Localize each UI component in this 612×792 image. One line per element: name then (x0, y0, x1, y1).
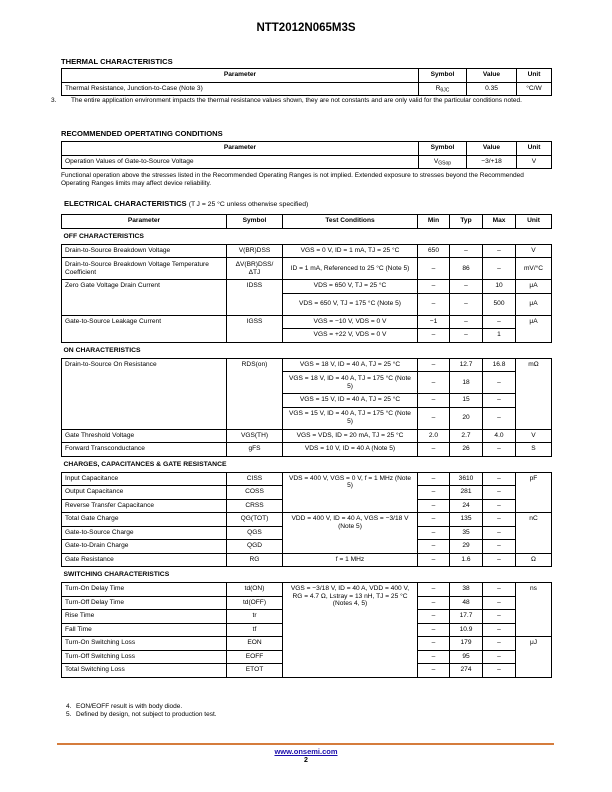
cell-parameter: Forward Transconductance (62, 443, 227, 457)
cell-symbol: RG (227, 553, 283, 567)
cell-typ: 135 (450, 513, 483, 527)
cell-unit: μA (516, 293, 552, 315)
cell-max: – (483, 372, 516, 394)
cell-typ: 179 (450, 637, 483, 651)
cell-max: 4.0 (483, 429, 516, 443)
table-row (62, 258, 552, 280)
cell-min: – (418, 293, 450, 315)
recommended-note: Functional operation above the stresses listed in the Recommended Operating Ranges is not implied. Extended exposure to stresses beyond the Recommended Operating Ranges limits may affect device reliability. (61, 172, 524, 187)
cell-parameter: Zero Gate Voltage Drain Current (62, 280, 227, 316)
cell-parameter: Turn-Off Switching Loss (62, 650, 227, 664)
cell-typ: 35 (450, 526, 483, 540)
col-max: Max (483, 215, 516, 229)
cell-max: – (483, 258, 516, 280)
cell-conditions: VDS = 400 V, VGS = 0 V, f = 1 MHz (Note 5) (283, 472, 418, 513)
cell-symbol: IDSS (227, 280, 283, 316)
cell-typ: 95 (450, 650, 483, 664)
cell-unit: μA (516, 315, 552, 342)
cell-typ: 3610 (450, 472, 483, 486)
cell-conditions: VGS = 0 V, ID = 1 mA, TJ = 25 °C (283, 244, 418, 258)
cell-unit: ns (516, 583, 552, 637)
cell-min: – (418, 486, 450, 500)
cell-conditions: VDS = 650 V, TJ = 175 °C (Note 5) (283, 293, 418, 315)
table-header-row (62, 215, 552, 229)
table-row (62, 244, 552, 258)
cell-max: – (483, 540, 516, 554)
cell-conditions: VGS = 18 V, ID = 40 A, TJ = 175 °C (Note 5) (283, 372, 418, 394)
cell-max: – (483, 315, 516, 329)
table-row (62, 82, 552, 96)
cell-min: 2.0 (418, 429, 450, 443)
col-value: Value (467, 69, 517, 83)
col-symbol: Symbol (419, 69, 467, 83)
cell-symbol: VGS(TH) (227, 429, 283, 443)
cell-parameter: Turn-Off Delay Time (62, 596, 227, 610)
cell-min: – (418, 407, 450, 429)
cell-unit: mΩ (516, 358, 552, 429)
cell-conditions: VGS = −10 V, VDS = 0 V (283, 315, 418, 329)
cell-conditions: VGS = 18 V, ID = 40 A, TJ = 25 °C (283, 358, 418, 372)
cell-unit: μJ (516, 637, 552, 678)
cell-min: – (418, 372, 450, 394)
page-number: 2 (304, 757, 308, 764)
group-charges: CHARGES, CAPACITANCES & GATE RESISTANCE (63, 460, 227, 468)
thermal-table (61, 68, 552, 96)
col-min: Min (418, 215, 450, 229)
col-value: Value (467, 142, 517, 156)
cell-parameter: Drain-to-Source Breakdown Voltage Temperature Coefficient (62, 258, 227, 280)
col-unit: Unit (516, 215, 552, 229)
cell-symbol: ETOT (227, 664, 283, 678)
cell-conditions: VGS = 15 V, ID = 40 A, TJ = 175 °C (Note 5) (283, 407, 418, 429)
cell-parameter: Gate Threshold Voltage (62, 429, 227, 443)
table-header-row (62, 142, 552, 156)
cell-conditions: ID = 1 mA, Referenced to 25 °C (Note 5) (283, 258, 418, 280)
cell-symbol: QGS (227, 526, 283, 540)
cell-typ: 15 (450, 394, 483, 408)
col-typ: Typ (450, 215, 483, 229)
cell-unit: Ω (516, 553, 552, 567)
cell-typ: – (450, 315, 483, 329)
cell-max: – (483, 650, 516, 664)
cell-max: – (483, 553, 516, 567)
cell-parameter: Gate-to-Drain Charge (62, 540, 227, 554)
cell-min: – (418, 623, 450, 637)
cell-symbol: ΔV(BR)DSS/ΔTJ (227, 258, 283, 280)
cell-symbol: td(OFF) (227, 596, 283, 610)
cell-typ: 20 (450, 407, 483, 429)
cell-parameter: Drain-to-Source On Resistance (62, 358, 227, 429)
cell-unit: μA (516, 280, 552, 294)
cell-unit: mV/°C (516, 258, 552, 280)
group-on: ON CHARACTERISTICS (63, 346, 141, 354)
cell-min: 650 (418, 244, 450, 258)
cell-symbol: V(BR)DSS (227, 244, 283, 258)
col-parameter: Parameter (62, 142, 419, 156)
table-header-row (62, 69, 552, 83)
cell-min: – (418, 553, 450, 567)
cell-parameter: Input Capacitance (62, 472, 227, 486)
col-parameter: Parameter (62, 69, 419, 83)
cell-max: – (483, 443, 516, 457)
cell-value: −3/+18 (467, 155, 517, 169)
col-test-conditions: Test Conditions (283, 215, 418, 229)
cell-typ: 281 (450, 486, 483, 500)
cell-min: – (418, 513, 450, 527)
cell-typ: 274 (450, 664, 483, 678)
cell-symbol: IGSS (227, 315, 283, 342)
cell-symbol: EOFF (227, 650, 283, 664)
cell-conditions: VDS = 10 V, ID = 40 A (Note 5) (283, 443, 418, 457)
cell-min: – (418, 583, 450, 597)
cell-max: 10 (483, 280, 516, 294)
col-symbol: Symbol (227, 215, 283, 229)
cell-max: – (483, 623, 516, 637)
cell-parameter: Gate-to-Source Charge (62, 526, 227, 540)
cell-parameter: Reverse Transfer Capacitance (62, 499, 227, 513)
cell-max: – (483, 610, 516, 624)
cell-min: – (418, 443, 450, 457)
cell-typ: – (450, 280, 483, 294)
electrical-notes: 4. EON/EOFF result is with body diode. 5. Defined by design, not subject to production test. (66, 703, 217, 718)
cell-symbol: tr (227, 610, 283, 624)
cell-typ: 17.7 (450, 610, 483, 624)
cell-conditions: VDS = 650 V, TJ = 25 °C (283, 280, 418, 294)
col-symbol: Symbol (419, 142, 467, 156)
cell-conditions: VGS = VDS, ID = 20 mA, TJ = 25 °C (283, 429, 418, 443)
group-switching: SWITCHING CHARACTERISTICS (63, 571, 170, 579)
cell-max: – (483, 244, 516, 258)
cell-max: – (483, 486, 516, 500)
cell-typ: 38 (450, 583, 483, 597)
cell-min: – (418, 280, 450, 294)
cell-min: – (418, 664, 450, 678)
cell-parameter: Fall Time (62, 623, 227, 637)
cell-symbol: $R_{\theta JC}$ (419, 82, 467, 96)
cell-symbol: td(ON) (227, 583, 283, 597)
cell-max: 1 (483, 329, 516, 343)
cell-parameter: Rise Time (62, 610, 227, 624)
cell-symbol: QGD (227, 540, 283, 554)
cell-typ: 48 (450, 596, 483, 610)
table-row (62, 429, 552, 443)
cell-min: – (418, 610, 450, 624)
col-unit: Unit (517, 142, 552, 156)
table-row (62, 443, 552, 457)
cell-parameter: Operation Values of Gate-to-Source Voltage (62, 155, 419, 169)
table-row (62, 315, 552, 329)
cell-max: – (483, 664, 516, 678)
table-row (62, 472, 552, 486)
cell-min: – (418, 650, 450, 664)
document-title: NTT2012N065M3S (256, 22, 356, 34)
cell-symbol: QG(TOT) (227, 513, 283, 527)
cell-max: 16.8 (483, 358, 516, 372)
cell-max: – (483, 513, 516, 527)
electrical-heading: ELECTRICAL CHARACTERISTICS (T J = 25 °C unless otherwise specified) (64, 199, 309, 208)
cell-unit: V (516, 429, 552, 443)
cell-parameter: Total Switching Loss (62, 664, 227, 678)
cell-unit: pF (516, 472, 552, 513)
cell-max: – (483, 526, 516, 540)
cell-typ: – (450, 293, 483, 315)
cell-symbol: CISS (227, 472, 283, 486)
cell-max: 500 (483, 293, 516, 315)
cell-parameter: Gate Resistance (62, 553, 227, 567)
cell-parameter: Thermal Resistance, Junction-to-Case (Note 3) (62, 82, 419, 96)
cell-unit: °C/W (517, 82, 552, 96)
cell-typ: 1.6 (450, 553, 483, 567)
cell-typ: 2.7 (450, 429, 483, 443)
cell-conditions: VGS = 15 V, ID = 40 A, TJ = 25 °C (283, 394, 418, 408)
cell-symbol: RDS(on) (227, 358, 283, 429)
table-row (62, 155, 552, 169)
cell-symbol: EON (227, 637, 283, 651)
cell-symbol: COSS (227, 486, 283, 500)
recommended-table (61, 141, 552, 169)
cell-typ: 24 (450, 499, 483, 513)
cell-symbol: $V_{GSop}$ (419, 155, 467, 169)
cell-min: – (418, 358, 450, 372)
cell-parameter: Turn-On Switching Loss (62, 637, 227, 651)
cell-typ: 29 (450, 540, 483, 554)
thermal-note: 3. The entire application environment impacts the thermal resistance values shown, they are not constants and are only valid for the particular conditions noted. (51, 97, 522, 104)
cell-max: – (483, 472, 516, 486)
cell-conditions: VDD = 400 V, ID = 40 A, VGS = −3/18 V (Note 5) (283, 513, 418, 554)
cell-unit: V (517, 155, 552, 169)
col-parameter: Parameter (62, 215, 227, 229)
cell-min: – (418, 472, 450, 486)
recommended-heading: RECOMMENDED OPERTATING CONDITIONS (61, 129, 223, 138)
cell-min: – (418, 499, 450, 513)
cell-min: – (418, 637, 450, 651)
cell-min: – (418, 526, 450, 540)
cell-max: – (483, 499, 516, 513)
footer-rule (57, 743, 554, 745)
cell-symbol: CRSS (227, 499, 283, 513)
cell-typ: 18 (450, 372, 483, 394)
cell-conditions: VGS = −3/18 V, ID = 40 A, VDD = 400 V, RG = 4.7 Ω, Lstray = 13 nH, TJ = 25 °C (Notes 4, 5) (283, 583, 418, 678)
cell-typ: 26 (450, 443, 483, 457)
cell-conditions: VGS = +22 V, VDS = 0 V (283, 329, 418, 343)
table-row (62, 358, 552, 372)
cell-value: 0.35 (467, 82, 517, 96)
cell-parameter: Drain-to-Source Breakdown Voltage (62, 244, 227, 258)
group-off: OFF CHARACTERISTICS (63, 232, 144, 240)
table-row (62, 513, 552, 527)
cell-symbol: gFS (227, 443, 283, 457)
cell-unit: V (516, 244, 552, 258)
cell-parameter: Output Capacitance (62, 486, 227, 500)
cell-max: – (483, 637, 516, 651)
cell-min: – (418, 540, 450, 554)
electrical-table (61, 214, 552, 678)
cell-parameter: Gate-to-Source Leakage Current (62, 315, 227, 342)
cell-typ: 12.7 (450, 358, 483, 372)
cell-typ: – (450, 244, 483, 258)
cell-min: – (418, 329, 450, 343)
thermal-heading: THERMAL CHARACTERISTICS (61, 57, 173, 66)
cell-symbol: tf (227, 623, 283, 637)
website-link[interactable]: www.onsemi.com (274, 747, 338, 756)
cell-max: – (483, 394, 516, 408)
cell-min: – (418, 596, 450, 610)
table-row (62, 583, 552, 597)
cell-min: −1 (418, 315, 450, 329)
cell-unit: nC (516, 513, 552, 554)
cell-typ: 86 (450, 258, 483, 280)
table-row (62, 553, 552, 567)
cell-min: – (418, 258, 450, 280)
cell-conditions: f = 1 MHz (283, 553, 418, 567)
cell-parameter: Turn-On Delay Time (62, 583, 227, 597)
table-row (62, 280, 552, 294)
cell-min: – (418, 394, 450, 408)
col-unit: Unit (517, 69, 552, 83)
cell-max: – (483, 596, 516, 610)
cell-typ: – (450, 329, 483, 343)
cell-typ: 10.9 (450, 623, 483, 637)
cell-unit: S (516, 443, 552, 457)
cell-max: – (483, 407, 516, 429)
cell-parameter: Total Gate Charge (62, 513, 227, 527)
cell-max: – (483, 583, 516, 597)
